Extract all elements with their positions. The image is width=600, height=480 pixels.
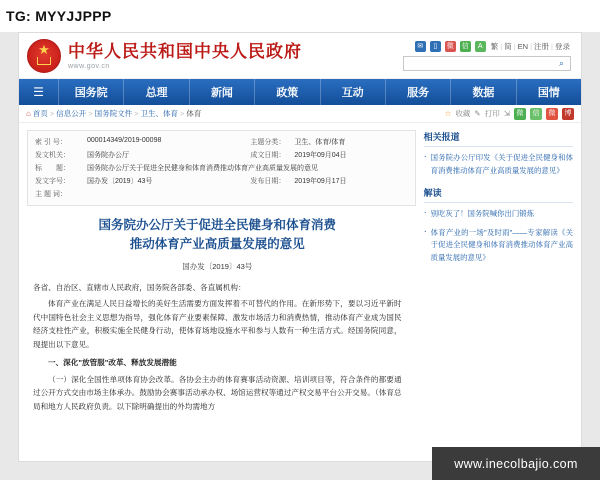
home-icon: ⌂: [26, 109, 31, 118]
telegram-watermark-text: TG: MYYJJPPP: [6, 8, 112, 24]
breadcrumb-item-docs[interactable]: 国务院文件: [94, 109, 133, 118]
list-item[interactable]: · 别吃灰了！国务院喊你出门锻炼: [424, 208, 573, 221]
meta-value-index: 000014349/2019-00098: [87, 136, 162, 144]
doc-paragraph-item-1: （一）深化全国性单项体育协会改革。各协会主办的体育赛事活动资源、培训项目等，符合条件的都要通过公开方式交由市场主体承办。鼓励协会赛事活动承办权、场馆运营权等通过产权交易平台公开交易。（体育总局和地方人民政府负责。以下除明确提出的外均需地方: [33, 374, 402, 411]
meta-label-published: 发布日期：: [250, 178, 286, 186]
doc-paragraphs: [33, 281, 402, 414]
telegram-watermark-banner: [0, 0, 600, 32]
meta-value-category: 卫生、体育/体育: [294, 138, 346, 146]
nav-item-zhengce[interactable]: 政策: [255, 79, 320, 105]
share-wechat-button[interactable]: 微: [514, 108, 526, 120]
favorite-label[interactable]: 收藏: [455, 109, 471, 118]
share-weibo-button[interactable]: 微: [546, 108, 558, 120]
search-bar[interactable]: [403, 56, 571, 71]
weibo-icon[interactable]: 微: [446, 42, 454, 50]
meta-value-title: 国务院办公厅关于促进全民健身和体育消费推动体育产业高质量发展的意见: [87, 164, 318, 172]
meta-label-drafted: 成文日期：: [250, 151, 286, 159]
nav-item-shuju[interactable]: 数据: [451, 79, 516, 105]
nav-item-zongli[interactable]: 总理: [124, 79, 189, 105]
list-item[interactable]: · 国务院办公厅印发《关于促进全民健身和体育消费推动体育产业高质量发展的意见》: [424, 152, 573, 177]
doc-paragraph-salutation: 各省、自治区、直辖市人民政府，国务院各部委、各直属机构：: [33, 282, 246, 292]
document-column: [27, 130, 416, 462]
meta-label-keywords: 主 题 词：: [35, 191, 67, 199]
interpretation-title: 解读: [424, 186, 573, 203]
doc-number: 国办发〔2019〕43号: [182, 261, 253, 271]
breadcrumb-item-info[interactable]: 信息公开: [56, 109, 87, 118]
meta-label-category: 主题分类：: [250, 138, 286, 146]
lang-simplified[interactable]: 简: [504, 41, 512, 51]
nav-item-guoqing[interactable]: 国情: [537, 87, 560, 99]
table-row: [33, 161, 410, 174]
header-links[interactable]: 繁 | 简 | EN | 注册 | 登录: [490, 41, 570, 51]
wechat-icon[interactable]: 信: [461, 42, 469, 50]
meta-value-docnum: 国办发〔2019〕43号: [87, 178, 153, 186]
site-branding[interactable]: [68, 42, 302, 70]
nav-item-fuwu[interactable]: 服务: [386, 79, 451, 105]
document-metadata: [27, 130, 416, 206]
list-item[interactable]: · 体育产业的一场"及时雨"——专家解读《关于促进全民健身和体育消费推动体育产业高质量发展的意见》: [424, 227, 573, 265]
lang-english[interactable]: EN: [517, 41, 529, 51]
doc-paragraph-intro: 体育产业在满足人民日益增长的美好生活需要方面发挥着不可替代的作用。在新形势下，要以习近平新时代中国特色社会主义思想为指导，强化体育产业要素保障、激发市场活力和消费热情，推动体育产业成为国民经济支柱性产业，积极实施全民健身行动，使体育场地设施水平和参与人数有一种生活方式。经国务院同意，现提出以下意见。: [33, 299, 402, 349]
meta-label-title: 标 题：: [35, 164, 70, 172]
meta-value-published: 2019年09月17日: [294, 178, 347, 186]
meta-value-drafted: 2019年09月04日: [294, 151, 347, 159]
mail-icon[interactable]: ✉: [415, 41, 426, 52]
breadcrumb-item-health[interactable]: 卫生、体育: [140, 109, 179, 118]
site-watermark: [432, 447, 600, 480]
header-right: [403, 41, 573, 71]
meta-label-issuer: 发文机关：: [35, 151, 70, 159]
doc-title-line1: 国务院办公厅关于促进全民健身和体育消费: [98, 217, 337, 232]
table-row: [33, 175, 410, 188]
metadata-table: [33, 135, 410, 201]
breadcrumb: ⌂ 首页 > 信息公开 > 国务院文件 > 卫生、体育 > 体育 ☆ 收藏 ✎ 打印 ⇲ 微 信 微 博: [19, 105, 581, 123]
header-icon-row: [415, 41, 571, 52]
document-body: [27, 206, 416, 414]
related-reports-title: 相关报道: [424, 130, 573, 147]
nav-item-xinwen[interactable]: 新闻: [190, 79, 255, 105]
login-link[interactable]: 登录: [555, 41, 570, 51]
table-row: [33, 148, 410, 161]
meta-value-keywords: [85, 188, 410, 201]
phone-icon[interactable]: ▯: [430, 41, 441, 52]
app-icon[interactable]: A: [475, 41, 486, 52]
pencil-icon[interactable]: ✎: [474, 109, 481, 118]
lang-traditional[interactable]: 繁: [490, 41, 499, 51]
main-navigation[interactable]: [19, 79, 581, 105]
search-input[interactable]: [407, 58, 556, 69]
site-watermark-text: www.inecolbajio.com: [454, 456, 578, 471]
interpretation-box: [424, 186, 573, 264]
meta-label-docnum: 发文字号：: [35, 178, 70, 186]
table-row: [33, 135, 410, 148]
print-label[interactable]: 打印: [484, 109, 500, 118]
nav-item-hudong[interactable]: 互动: [321, 79, 386, 105]
related-reports-box: [424, 130, 573, 177]
site-header: [19, 33, 581, 79]
related-reports-list: [424, 152, 573, 177]
doc-title-line2: 推动体育产业高质量发展的意见: [129, 236, 305, 251]
share-weibo-alt-button[interactable]: 博: [562, 108, 574, 120]
page-title: [33, 216, 402, 254]
share-icon[interactable]: ⇲: [503, 109, 510, 118]
share-wechat-moments-button[interactable]: 信: [530, 108, 542, 120]
site-title: 中华人民共和国中央人民政府: [68, 41, 302, 61]
webpage-screenshot: [18, 32, 582, 462]
content-area: [19, 123, 581, 462]
national-emblem-icon: [27, 39, 61, 73]
nav-item-guowuyuan[interactable]: 国务院: [59, 79, 124, 105]
nav-home-icon[interactable]: ☰: [19, 79, 59, 105]
meta-value-issuer: 国务院办公厅: [87, 151, 129, 159]
register-link[interactable]: 注册: [534, 41, 550, 51]
star-icon[interactable]: ☆: [444, 109, 452, 118]
meta-label-index: 索 引 号：: [35, 138, 67, 146]
site-url: www.gov.cn: [68, 62, 110, 70]
table-row: [33, 188, 410, 201]
search-icon[interactable]: ⌕: [556, 58, 567, 69]
sidebar: [424, 130, 573, 462]
breadcrumb-item-sports: 体育: [186, 109, 202, 118]
breadcrumb-item-home[interactable]: 首页: [32, 109, 48, 118]
breadcrumb-tools: [445, 108, 574, 120]
interpretation-list: [424, 208, 573, 264]
doc-section-heading-1: 一、深化"放管服"改革、释放发展潜能: [48, 358, 177, 368]
